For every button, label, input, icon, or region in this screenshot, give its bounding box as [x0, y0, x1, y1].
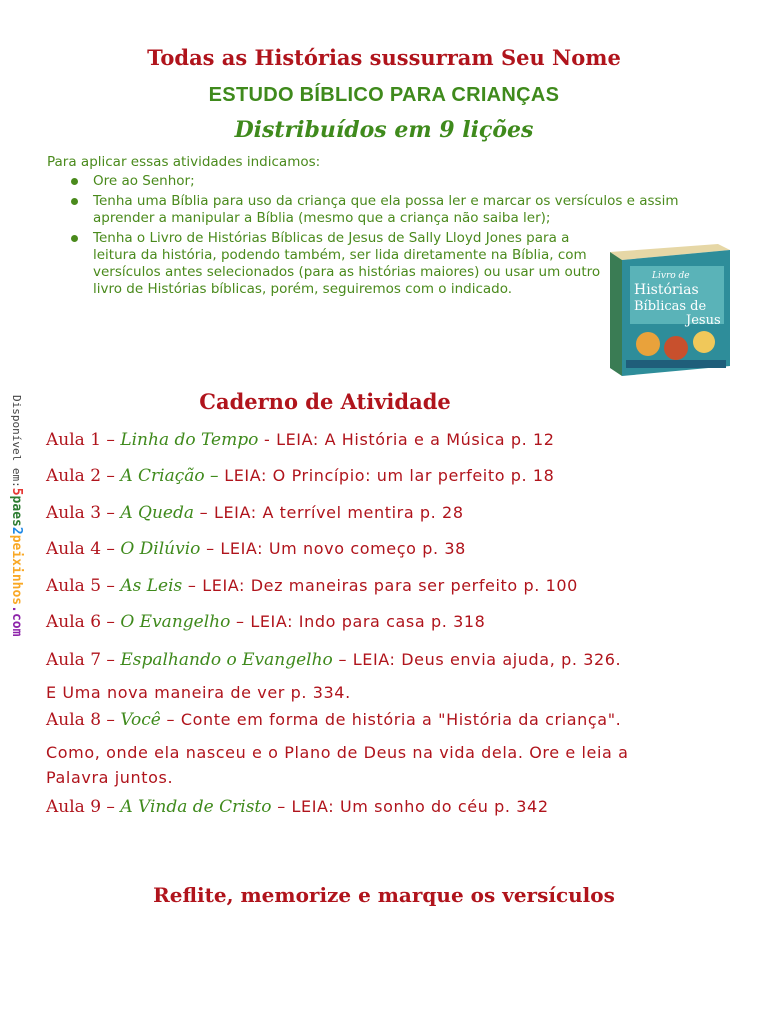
sidebar-credit — [6, 395, 26, 677]
book-cover-text: Histórias — [634, 282, 699, 298]
bullet-icon — [71, 235, 78, 242]
lesson-item: Aula 1 – Linha do Tempo - LEIA: A História e a Música p. 12 — [46, 430, 555, 450]
footer-heading: Reflite, memorize e marque os versículos — [153, 882, 615, 907]
lesson-item: Aula 9 – A Vinda de Cristo – LEIA: Um sonho do céu p. 342 — [46, 797, 549, 817]
document-subtitle: ESTUDO BÍBLICO PARA CRIANÇAS — [208, 84, 560, 106]
lessons-count: Distribuídos em 9 lições — [234, 117, 534, 143]
intro-item: Ore ao Senhor; — [47, 173, 727, 190]
book-cover-text: Livro de — [652, 271, 690, 281]
lesson-item: Aula 6 – O Evangelho – LEIA: Indo para casa p. 318 — [46, 612, 486, 632]
book-cover-image — [590, 244, 740, 376]
lesson-item: Aula 2 – A Criação – LEIA: O Princípio: um lar perfeito p. 18 — [46, 466, 555, 486]
bullet-icon — [71, 198, 78, 205]
intro-item: Tenha uma Bíblia para uso da criança que ela possa ler e marcar os versículos e assim aprender a manipular a Bíblia (mesmo que a criança não saiba ler); — [47, 193, 727, 227]
lesson-item: Aula 8 – Você – Conte em forma de história a "História da criança". — [46, 710, 622, 730]
lesson-item: Aula 5 – As Leis – LEIA: Dez maneiras para ser perfeito p. 100 — [46, 576, 578, 596]
document-title: Todas as Histórias sussurram Seu Nome — [147, 45, 621, 70]
lesson-continuation: E Uma nova maneira de ver p. 334. — [46, 683, 351, 702]
section-title: Caderno de Atividade — [199, 389, 451, 415]
book-cover-text: Jesus — [686, 313, 721, 328]
lesson-item: Aula 4 – O Dilúvio – LEIA: Um novo começo p. 38 — [46, 539, 466, 559]
lesson-continuation: Palavra juntos. — [46, 768, 174, 787]
book-cover-text: Bíblicas de — [634, 299, 707, 314]
sidebar-label: Disponível em: — [10, 395, 23, 488]
intro-lead: Para aplicar essas atividades indicamos: — [47, 154, 321, 170]
lesson-item: Aula 3 – A Queda – LEIA: A terrível mentira p. 28 — [46, 503, 464, 523]
lesson-item: Aula 7 – Espalhando o Evangelho – LEIA: Deus envia ajuda, p. 326. — [46, 650, 622, 670]
website-link[interactable]: 5paes2peixinhos.com — [9, 487, 24, 637]
lesson-continuation: Como, onde ela nasceu e o Plano de Deus na vida dela. Ore e leia a — [46, 743, 629, 762]
bullet-icon — [71, 178, 78, 185]
intro-item: Tenha o Livro de Histórias Bíblicas de Jesus de Sally Lloyd Jones para a leitura da história, podendo também, ser lida diretamente na Bíblia, com versículos antes selecionados (para as histórias maiores) ou usar um outro livro de Histórias bíblicas, porém, seguiremos com o indicado. — [47, 230, 613, 298]
